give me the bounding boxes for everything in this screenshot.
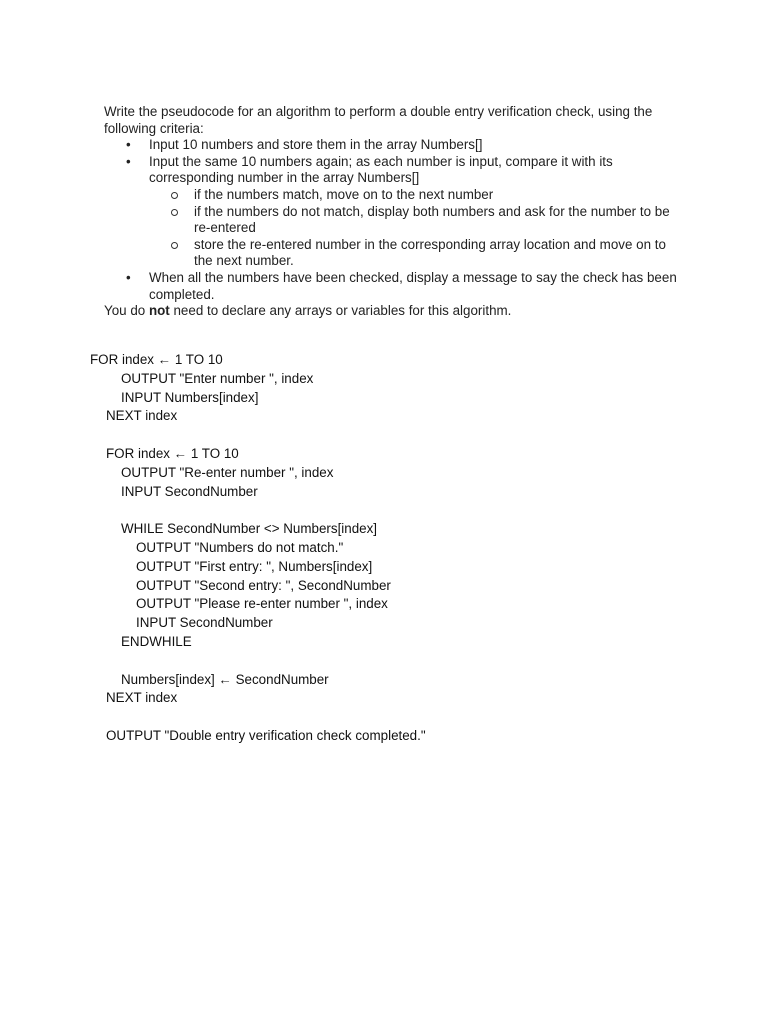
sub-criteria-text: if the numbers match, move on to the next number xyxy=(194,186,494,202)
code-line: OUTPUT "Double entry verification check completed." xyxy=(106,727,426,743)
bullet-icon: • xyxy=(126,269,131,285)
question-text xyxy=(104,104,684,320)
criteria-item xyxy=(104,270,684,303)
code-line: FOR index ← 1 TO 10 xyxy=(90,352,223,367)
criteria-text: Input 10 numbers and store them in the array Numbers[] xyxy=(149,137,483,153)
pseudocode-block xyxy=(90,351,426,746)
criteria-item xyxy=(104,137,684,154)
code-line: OUTPUT "First entry: ", Numbers[index] xyxy=(136,558,373,574)
closing-note-post: need to declare any arrays or variables for this algorithm. xyxy=(169,303,512,319)
sub-criteria-item xyxy=(149,204,684,237)
question-intro: Write the pseudocode for an algorithm to perform a double entry verification check, using the following criteria: xyxy=(104,104,653,136)
criteria-text: When all the numbers have been checked, display a message to say the check has been completed. xyxy=(149,269,677,302)
code-line: FOR index ← 1 TO 10 xyxy=(106,445,239,461)
sub-criteria-item xyxy=(149,187,684,204)
code-line: INPUT Numbers[index] xyxy=(121,389,259,405)
circle-bullet-icon xyxy=(171,209,178,216)
bullet-icon: • xyxy=(126,137,131,153)
code-blank-line xyxy=(90,501,426,520)
code-blank-line xyxy=(90,426,426,445)
sub-criteria-text: store the re-entered number in the corresponding array location and move on to the next number. xyxy=(194,236,666,269)
code-line: WHILE SecondNumber <> Numbers[index] xyxy=(121,521,378,537)
sub-criteria-text: if the numbers do not match, display both numbers and ask for the number to be re-entered xyxy=(194,203,670,236)
bullet-icon: • xyxy=(126,153,131,169)
code-line: NEXT index xyxy=(106,408,178,424)
code-line: INPUT SecondNumber xyxy=(121,483,258,499)
code-blank-line xyxy=(90,708,426,727)
code-line: OUTPUT "Numbers do not match." xyxy=(136,539,344,555)
criteria-item xyxy=(104,154,684,270)
sub-criteria-list xyxy=(149,187,684,270)
circle-bullet-icon xyxy=(171,192,178,199)
circle-bullet-icon xyxy=(171,242,178,249)
closing-note-bold: not xyxy=(148,303,170,319)
code-line: OUTPUT "Second entry: ", SecondNumber xyxy=(136,577,391,593)
criteria-text: Input the same 10 numbers again; as each number is input, compare it with its corresponding number in the array Numbers[] xyxy=(149,153,613,186)
closing-note xyxy=(104,303,684,320)
code-blank-line xyxy=(90,652,426,671)
code-line: NEXT index xyxy=(106,690,178,706)
code-line: ENDWHILE xyxy=(121,633,192,649)
code-line: OUTPUT "Re-enter number ", index xyxy=(121,464,334,480)
code-line: OUTPUT "Enter number ", index xyxy=(121,370,314,386)
code-line: OUTPUT "Please re-enter number ", index xyxy=(136,596,388,612)
code-line: INPUT SecondNumber xyxy=(136,615,273,631)
sub-criteria-item xyxy=(149,237,684,270)
closing-note-pre: You do xyxy=(104,303,149,319)
criteria-list xyxy=(104,137,684,303)
code-line: Numbers[index] ← SecondNumber xyxy=(121,671,329,687)
